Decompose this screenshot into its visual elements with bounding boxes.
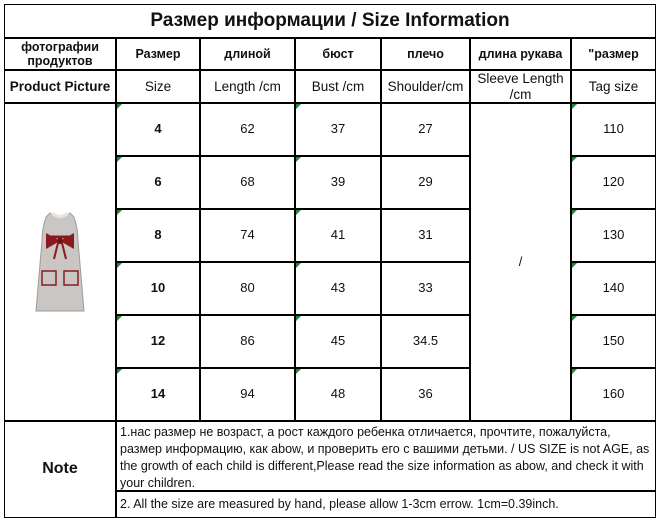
header-ru-tag: "размер [571,38,656,70]
cell-marker [296,316,301,321]
cell-value: 140 [602,280,625,296]
cell-shoulder: 29 [381,156,470,209]
cell-marker [572,316,577,321]
cell-value: 37 [330,121,346,137]
cell-tag [571,368,656,421]
cell-bust [295,103,381,156]
header-ru-length: длиной [200,38,295,70]
cell-marker [117,369,122,374]
cell-marker [296,263,301,268]
cell-tag [571,262,656,315]
cell-value: 45 [330,333,346,349]
cell-length: 74 [200,209,295,262]
header-ru-size: Размер [116,38,200,70]
cell-marker [296,210,301,215]
cell-marker [117,263,122,268]
cell-bust [295,209,381,262]
cell-tag [571,315,656,368]
cell-shoulder: 27 [381,103,470,156]
cell-value: 130 [602,227,625,243]
cell-tag [571,156,656,209]
cell-size [116,315,200,368]
cell-size [116,368,200,421]
header-en-picture: Product Picture [4,70,116,103]
cell-value: 41 [330,227,346,243]
cell-marker [117,104,122,109]
cell-value: 6 [154,174,162,190]
cell-bust [295,315,381,368]
cell-tag [571,209,656,262]
cell-size [116,209,200,262]
cell-shoulder: 34.5 [381,315,470,368]
cell-value: 39 [330,174,346,190]
cell-value: 160 [602,386,625,402]
cell-length: 94 [200,368,295,421]
cell-size [116,262,200,315]
cell-marker [572,104,577,109]
header-ru-shoulder: плечо [381,38,470,70]
cell-bust [295,368,381,421]
cell-shoulder: 33 [381,262,470,315]
header-en-bust: Bust /cm [295,70,381,103]
dress-image [28,207,92,317]
cell-marker [572,369,577,374]
header-en-size: Size [116,70,200,103]
header-ru-sleeve: длина рукава [470,38,571,70]
sleeve-length-cell: / [470,103,571,421]
cell-value: 110 [603,121,624,137]
cell-value: 150 [602,333,625,349]
cell-length: 68 [200,156,295,209]
header-en-shoulder: Shoulder/cm [381,70,470,103]
cell-shoulder: 36 [381,368,470,421]
cell-value: 8 [154,227,162,243]
cell-value: 14 [150,386,166,402]
cell-bust [295,262,381,315]
header-ru-picture: фотографии продуктов [4,38,116,70]
header-en-sleeve: Sleeve Length /cm [470,70,571,103]
product-picture [4,103,116,421]
cell-marker [296,104,301,109]
cell-size [116,103,200,156]
cell-tag [571,103,656,156]
cell-shoulder: 31 [381,209,470,262]
cell-marker [572,263,577,268]
cell-length: 62 [200,103,295,156]
header-ru-bust: бюст [295,38,381,70]
cell-marker [117,210,122,215]
cell-value: 43 [330,280,346,296]
cell-value: 48 [330,386,346,402]
cell-value: 10 [150,280,166,296]
cell-value: 12 [150,333,166,349]
header-en-tag: Tag size [571,70,656,103]
cell-marker [572,157,577,162]
cell-value: 120 [602,174,625,190]
cell-marker [117,316,122,321]
header-en-length: Length /cm [200,70,295,103]
table-title: Размер информации / Size Information [4,4,656,38]
cell-marker [296,369,301,374]
note-line-1: 1.нас размер не возраст, а рост каждого ребенка отличается, прочтите, пожалуйста, размер информацию, как abow, и проверить его с вашими детьми. / US SIZE is not AGE, as the growth of each child is different,Please read the size information as abow, and check it with your children. [116,421,656,491]
note-label: Note [4,421,116,518]
cell-length: 80 [200,262,295,315]
note-line-2: 2. All the size are measured by hand, please allow 1-3cm errow. 1cm=0.39inch. [116,491,656,518]
cell-size [116,156,200,209]
cell-marker [572,210,577,215]
cell-marker [117,157,122,162]
cell-value: 4 [154,121,162,137]
cell-length: 86 [200,315,295,368]
cell-bust [295,156,381,209]
cell-marker [296,157,301,162]
